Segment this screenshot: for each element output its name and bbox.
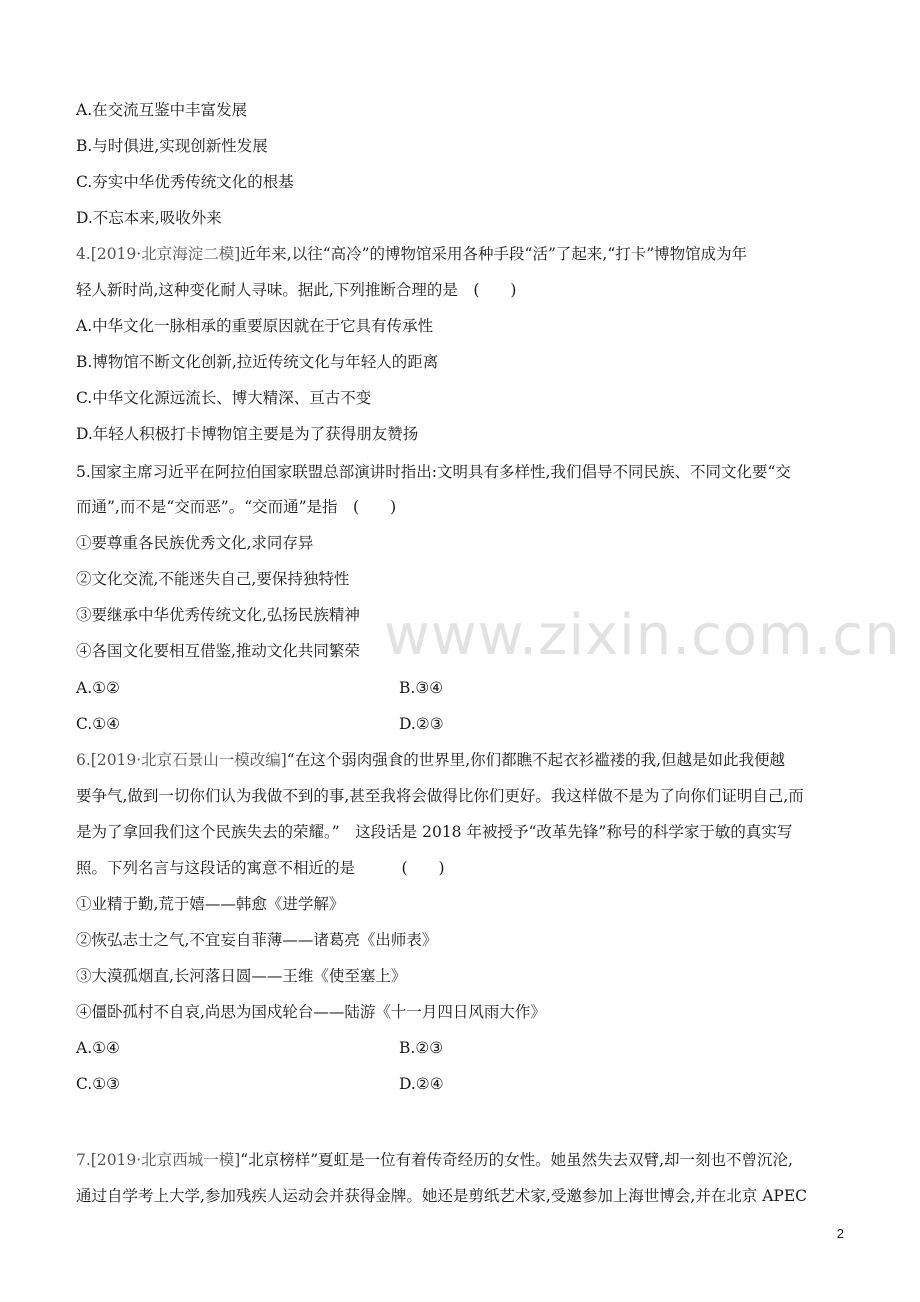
q7-stem-line1 [76,1150,793,1170]
q4-stem-line1 [76,244,747,264]
q5-option-b: B.③④ [399,679,444,697]
watermark: www.zixin.com.cn [384,603,901,668]
q5-option-d: D.②③ [399,715,444,733]
q3-option-a: A.在交流互鉴中丰富发展 [76,101,248,119]
q5-statement-1: ①要尊重各民族优秀文化,求同存异 [76,534,314,552]
q6-stem-line2: 要争气,做到一切你们认为我做不到的事,甚至我将会做得比你们更好。我这样做不是为了向你们证明自己,而 [76,787,804,805]
q6-stem-line3: 是为了拿回我们这个民族失去的荣耀。” 这段话是 2018 年被授予“改革先锋”称号的科学家于敏的真实写 [76,823,793,841]
q5-statement-4: ④各国文化要相互借鉴,推动文化共同繁荣 [76,642,360,660]
q5-stem-line2: 而通”,而不是“交而恶”。“交而通”是指 ( ) [76,498,397,516]
q4-source-tag: 4.[2019·北京海淀二模] [76,245,241,263]
q4-option-a: A.中华文化一脉相承的重要原因就在于它具有传承性 [76,317,434,335]
q6-stem-line4: 照。下列名言与这段话的寓意不相近的是 ( ) [76,859,445,877]
q7-source-tag: 7.[2019·北京西城一模] [76,1151,241,1169]
q3-option-c: C.夯实中华优秀传统文化的根基 [76,173,294,191]
q5-option-c: C.①④ [76,715,121,733]
q6-statement-2: ②恢弘志士之气,不宜妄自菲薄——诸葛亮《出师表》 [76,931,438,949]
q7-stem-line2: 通过自学考上大学,参加残疾人运动会并获得金牌。她还是剪纸艺术家,受邀参加上海世博会,并在北京 APEC [76,1187,808,1205]
q6-stem-line1 [76,750,785,770]
q7-stem-text: “北京榜样”夏虹是一位有着传奇经历的女性。她虽然失去双臂,却一刻也不曾沉沦, [240,1151,793,1169]
q4-option-d: D.年轻人积极打卡博物馆主要是为了获得朋友赞扬 [76,425,419,443]
q6-option-c: C.①③ [76,1075,121,1093]
q6-option-b: B.②③ [399,1039,444,1057]
q5-stem-line1: 5.国家主席习近平在阿拉伯国家联盟总部演讲时指出:文明具有多样性,我们倡导不同民族、不同文化要“交 [76,463,791,481]
q5-statement-3: ③要继承中华优秀传统文化,弘扬民族精神 [76,606,360,624]
q6-statement-4: ④僵卧孤村不自哀,尚思为国戍轮台——陆游《十一月四日风雨大作》 [76,1003,546,1021]
q6-option-a: A.①④ [76,1039,120,1057]
q5-statement-2: ②文化交流,不能迷失自己,要保持独特性 [76,570,350,588]
q6-statement-3: ③大漠孤烟直,长河落日圆——王维《使至塞上》 [76,967,407,985]
q4-stem-line2: 轻人新时尚,这种变化耐人寻味。据此,下列推断合理的是 ( ) [76,281,517,299]
q3-option-b: B.与时俱进,实现创新性发展 [76,137,268,155]
q6-stem-text: “在这个弱肉强食的世界里,你们都瞧不起衣衫褴褛的我,但越是如此我便越 [286,751,786,769]
q6-source-tag: 6.[2019·北京石景山一模改编] [76,751,287,769]
q4-option-b: B.博物馆不断文化创新,拉近传统文化与年轻人的距离 [76,353,439,371]
q3-option-d: D.不忘本来,吸收外来 [76,209,222,227]
q6-statement-1: ①业精于勤,荒于嬉——韩愈《进学解》 [76,895,345,913]
q6-option-d: D.②④ [399,1075,444,1093]
q4-stem-text: 近年来,以往“高冷”的博物馆采用各种手段“活”了起来,“打卡”博物馆成为年 [240,245,748,263]
page-number: 2 [836,1226,844,1241]
q4-option-c: C.中华文化源远流长、博大精深、亘古不变 [76,389,372,407]
q5-option-a: A.①② [76,679,120,697]
